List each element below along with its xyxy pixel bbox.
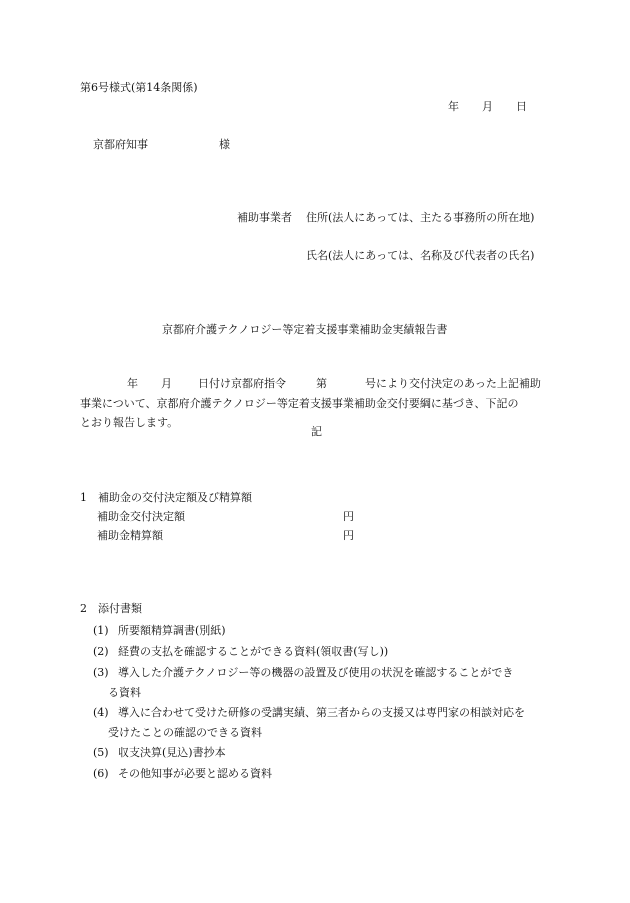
body-line-1: [80, 374, 555, 394]
section-1-row-unit: 円: [343, 529, 354, 542]
item-text: 所要額精算調書(別紙): [118, 624, 226, 637]
attachment-list: [80, 620, 560, 784]
item-text: 収支決算(見込)書抄本: [118, 746, 226, 759]
section-2-heading: 2 添付書類: [80, 602, 142, 615]
item-text: 経費の支払を確認することができる資料(領収書(写し)): [118, 645, 389, 658]
body-line-3: とおり報告します。: [80, 416, 179, 429]
list-item: [80, 702, 560, 723]
list-item: [80, 662, 560, 683]
date-month: 月: [482, 100, 493, 113]
item-text-continued: 受けたことの確認のできる資料: [108, 726, 262, 739]
date-year: 年: [448, 100, 459, 113]
section-1-row-label: 補助金交付決定額: [97, 510, 185, 523]
body-rest-line1: 号により交付決定のあった上記補助: [365, 377, 541, 390]
honorific: 様: [219, 138, 230, 151]
item-text: 導入に合わせて受けた研修の受講実績、第三者からの支援又は専門家の相談対応を: [118, 706, 525, 719]
body-month: 月: [161, 377, 172, 390]
section-1-heading: 1 補助金の交付決定額及び精算額: [80, 491, 252, 504]
list-item-continuation: [80, 683, 560, 702]
item-number: (6): [93, 767, 109, 780]
applicant-name-label: 氏名(法人にあっては、名称及び代表者の氏名): [306, 249, 535, 262]
item-number: (5): [93, 746, 109, 759]
date-day: 日: [516, 100, 527, 113]
recipient: 京都府知事: [93, 138, 148, 151]
ki-heading: 記: [311, 425, 322, 438]
body-day-ref: 日付け京都府指令: [198, 377, 286, 390]
list-item: [80, 763, 560, 784]
applicant-address-label: 住所(法人にあっては、主たる事務所の所在地): [306, 211, 535, 224]
item-number: (4): [93, 706, 109, 719]
form-number: 第6号様式(第14条関係): [80, 81, 198, 94]
item-text-continued: る資料: [108, 686, 141, 699]
list-item: [80, 641, 560, 662]
body-year: 年: [127, 377, 138, 390]
list-item: [80, 620, 560, 641]
body-paragraph: [80, 374, 555, 433]
item-number: (3): [93, 666, 109, 679]
list-item: [80, 742, 560, 763]
body-dai: 第: [316, 377, 327, 390]
item-text: その他知事が必要と認める資料: [118, 767, 272, 780]
list-item-continuation: [80, 723, 560, 742]
section-1-row-label: 補助金精算額: [97, 529, 163, 542]
item-number: (2): [93, 645, 109, 658]
item-text: 導入した介護テクノロジー等の機器の設置及び使用の状況を確認することができ: [118, 666, 514, 679]
applicant-role: 補助事業者: [237, 211, 292, 224]
body-line-2: 事業について、京都府介護テクノロジー等定着支援事業補助金交付要綱に基づき、下記の: [80, 396, 519, 410]
section-1-row-unit: 円: [343, 510, 354, 523]
item-number: (1): [93, 624, 109, 637]
document-title: 京都府介護テクノロジー等定着支援事業補助金実績報告書: [162, 323, 448, 336]
